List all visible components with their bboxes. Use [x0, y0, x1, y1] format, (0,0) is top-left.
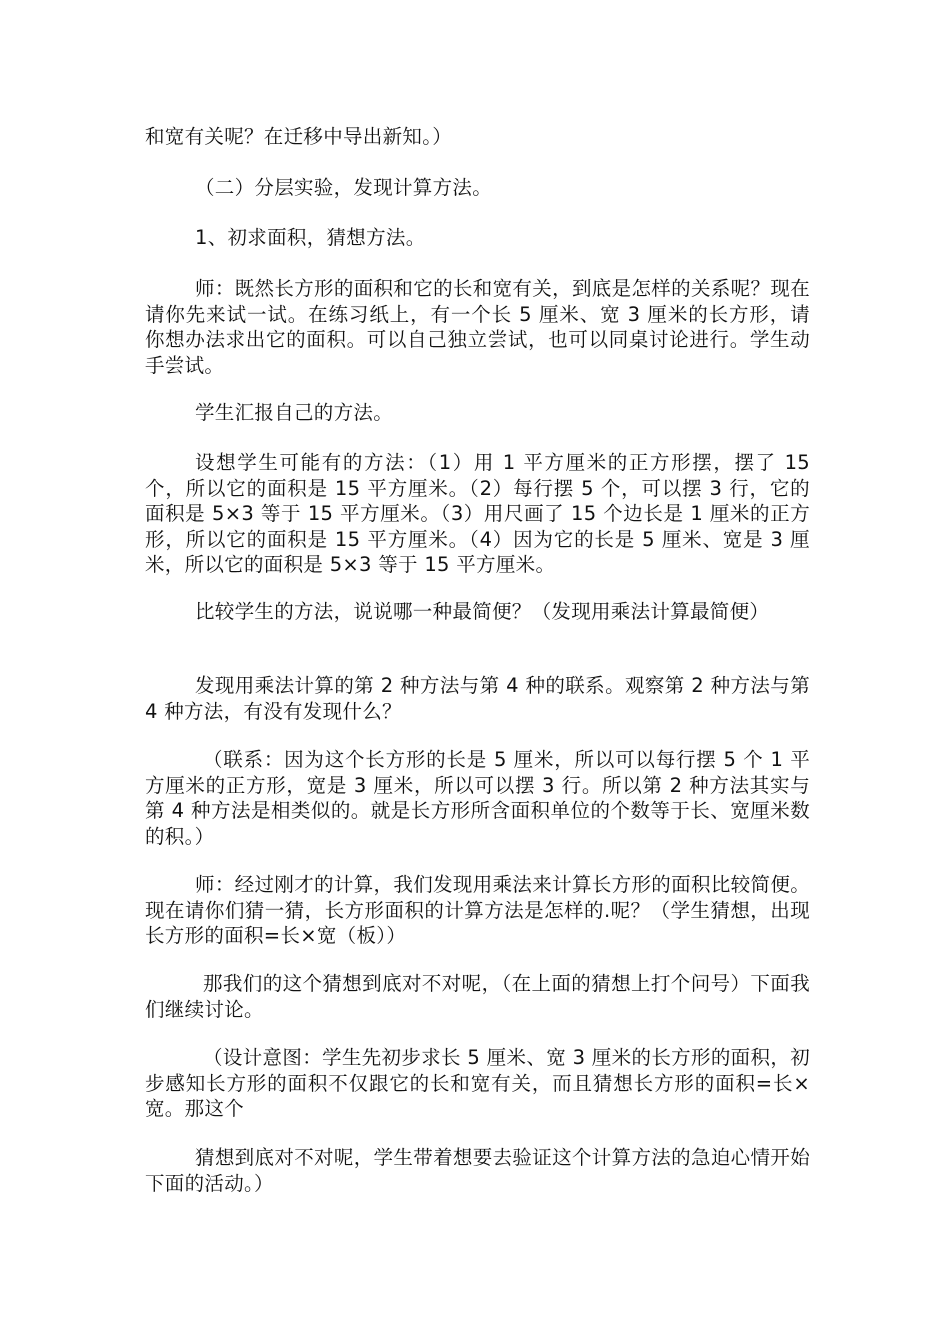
paragraph-explanation: （联系：因为这个长方形的长是 5 厘米，所以可以每行摆 5 个 1 平方厘米的正方形，宽是 3 厘米，所以可以摆 3 行。所以第 2 种方法其实与第 4 种方法是相类似的。就是长方形所含面积单位的个数等于长、宽厘米数的积。） [145, 748, 810, 848]
paragraph-methods: 设想学生可能有的方法：（1）用 1 平方厘米的正方形摆，摆了 15 个，所以它的面积是 15 平方厘米。（2）每行摆 5 个，可以摆 3 行，它的面积是 5×3 等于 15 平方厘米。（3）用尺画了 15 个边长是 1 厘米的正方形，所以它的面积是 15 平方厘米。（4）因为它的长是 5 厘米、宽是 3 厘米，所以它的面积是 5×3 等于 15 平方厘米。 [145, 451, 810, 576]
paragraph-student-report: 学生汇报自己的方法。 [195, 401, 394, 424]
paragraph-teacher-question: 师：既然长方形的面积和它的长和宽有关，到底是怎样的关系呢？现在请你先来试一试。在练习纸上，有一个长 5 厘米、宽 3 厘米的长方形，请你想办法求出它的面积。可以自己独立尝试，也可以同桌讨论进行。学生动手尝试。 [145, 277, 810, 377]
paragraph-teacher-guess: 师：经过刚才的计算，我们发现用乘法来计算长方形的面积比较简便。现在请你们猜一猜，长方形面积的计算方法是怎样的.呢？（学生猜想，出现长方形的面积=长×宽（板）） [145, 873, 810, 947]
paragraph-1: 和宽有关呢？在迁移中导出新知。） [145, 125, 453, 148]
paragraph-conclusion: 猜想到底对不对呢，学生带着想要去验证这个计算方法的急迫心情开始下面的活动。） [145, 1146, 810, 1195]
subsection-heading: 1、初求面积，猜想方法。 [195, 226, 426, 249]
paragraph-compare: 比较学生的方法，说说哪一种最简便？（发现用乘法计算最简便） [195, 600, 770, 623]
paragraph-design-intent: （设计意图：学生先初步求长 5 厘米、宽 3 厘米的长方形的面积，初步感知长方形的面积不仅跟它的长和宽有关，而且猜想长方形的面积=长×宽。那这个 [145, 1046, 810, 1120]
paragraph-connection: 发现用乘法计算的第 2 种方法与第 4 种的联系。观察第 2 种方法与第 4 种方法，有没有发现什么？ [145, 674, 810, 723]
paragraph-verify: 那我们的这个猜想到底对不对呢，（在上面的猜想上打个问号）下面我们继续讨论。 [145, 972, 810, 1021]
section-heading: （二）分层实验，发现计算方法。 [195, 176, 493, 199]
